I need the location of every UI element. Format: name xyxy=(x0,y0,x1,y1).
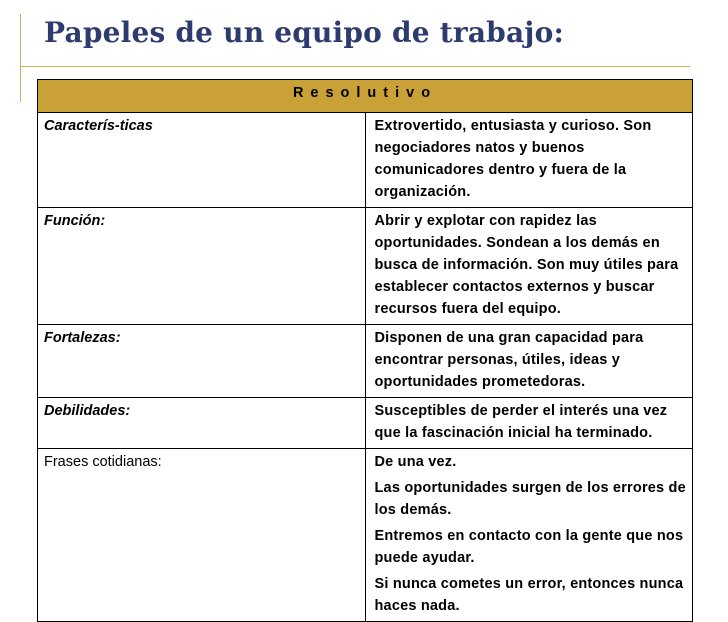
phrase-item: De una vez. xyxy=(374,454,457,470)
row-label-fortalezas: Fortalezas: xyxy=(38,325,366,398)
role-table xyxy=(37,79,693,622)
role-header: Resolutivo xyxy=(38,80,693,113)
decorative-vertical-line xyxy=(20,14,21,102)
slide-title: Papeles de un equipo de trabajo: xyxy=(44,16,565,49)
row-label-debilidades: Debilidades: xyxy=(38,398,366,449)
phrase-item: Si nunca cometes un error, entonces nunca haces nada. xyxy=(374,576,684,614)
table-row xyxy=(38,449,693,622)
phrase-item: Entremos en contacto con la gente que nos puede ayudar. xyxy=(374,528,684,566)
row-content-frases xyxy=(365,449,693,622)
decorative-horizontal-line xyxy=(20,66,690,67)
phrase-item: Las oportunidades surgen de los errores de los demás. xyxy=(374,480,686,518)
table-row xyxy=(38,398,693,449)
table-row xyxy=(38,325,693,398)
row-content-debilidades: Susceptibles de perder el interés una vez que la fascinación inicial ha terminado. xyxy=(365,398,693,449)
row-label-frases: Frases cotidianas: xyxy=(38,449,366,622)
row-content-caracteristicas: Extrovertido, entusiasta y curioso. Son negociadores natos y buenos comunicadores dentro y fuera de la organización. xyxy=(365,113,693,208)
row-label-caracteristicas: Caracterís-ticas xyxy=(38,113,366,208)
table-row xyxy=(38,113,693,208)
row-content-funcion: Abrir y explotar con rapidez las oportunidades. Sondean a los demás en busca de información. Son muy útiles para establecer contactos externos y buscar recursos fuera del equipo. xyxy=(365,208,693,325)
table-row xyxy=(38,208,693,325)
table-header-row xyxy=(38,80,693,113)
row-label-funcion: Función: xyxy=(38,208,366,325)
row-content-fortalezas: Disponen de una gran capacidad para encontrar personas, útiles, ideas y oportunidades prometedoras. xyxy=(365,325,693,398)
